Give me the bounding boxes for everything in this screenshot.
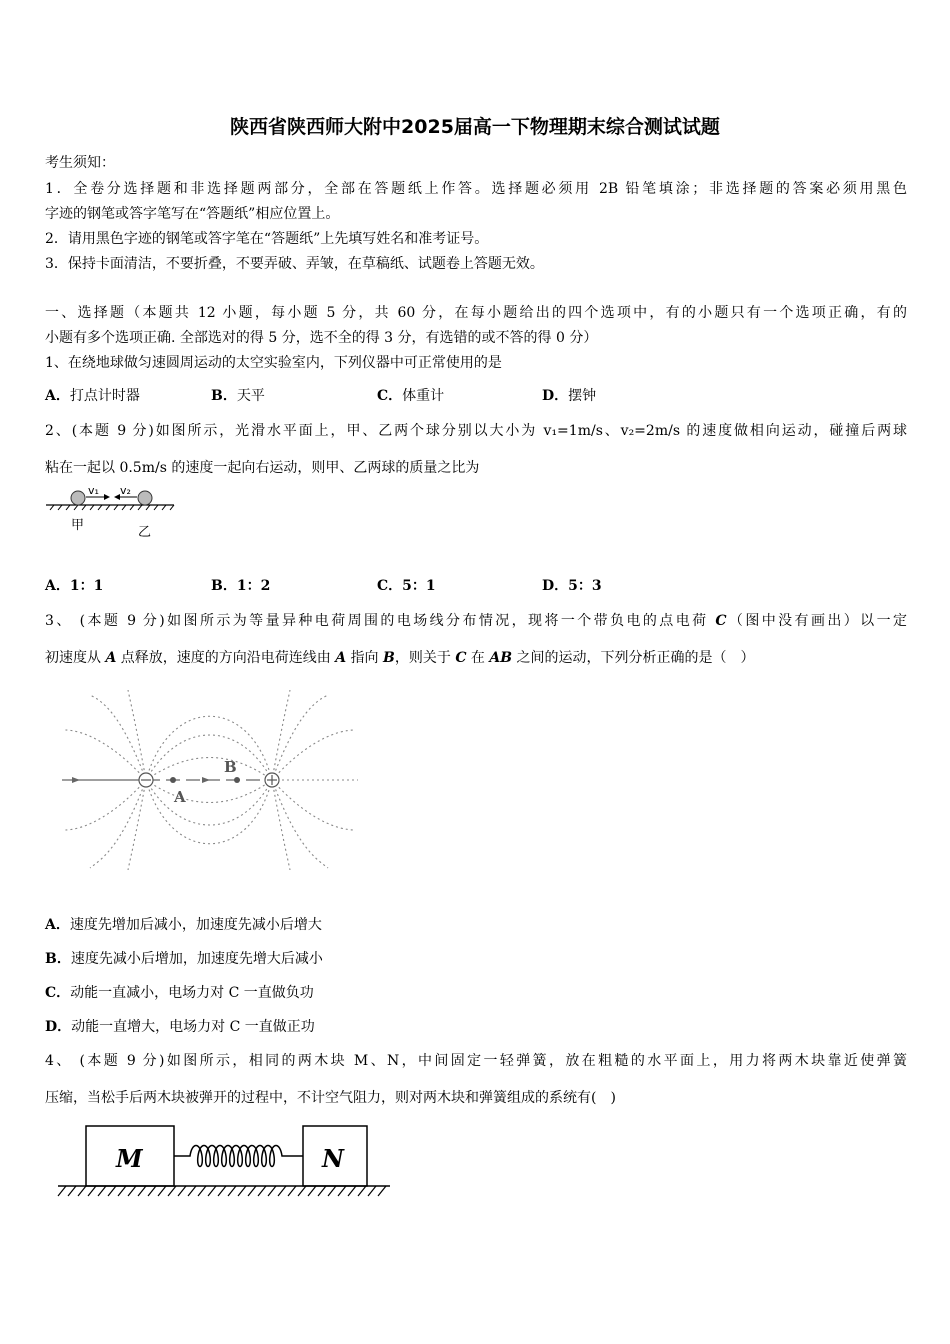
- q1-option-c: [377, 385, 444, 405]
- ball-yi-label: 乙: [138, 525, 152, 540]
- option-label: C．: [377, 578, 403, 594]
- section-heading-line1: 一、选择题（本题共 12 小题，每小题 5 分，共 60 分，在每小题给出的四个选项中，有的小题只有一个选项正确，有的: [45, 305, 907, 321]
- q3-option-c: [45, 982, 314, 1002]
- option-label: B．: [211, 388, 237, 404]
- page-title: 陕西省陕西师大附中2025届高一下物理期末综合测试试题: [230, 116, 720, 138]
- q2-stem-line2: 粘在一起以 0.5m/s 的速度一起向右运动，则甲、乙两球的质量之比为: [45, 460, 480, 476]
- point-b-label: B: [224, 758, 237, 776]
- option-text: 1：1: [69, 578, 104, 594]
- option-label: C．: [45, 985, 71, 1001]
- q3-option-d: [45, 1016, 315, 1036]
- notice-heading: 考生须知：: [45, 155, 115, 171]
- block-n-label: N: [322, 1144, 344, 1173]
- q3-stem-line2: 初速度从 A 点释放，速度的方向沿电荷连线由 A 指向 B，则关于 C 在 AB 之间的运动，下列分析正确的是（ ）: [45, 650, 755, 666]
- q3-option-b: [45, 948, 323, 968]
- option-label: B．: [45, 951, 71, 967]
- notice-item-1b: 字迹的钢笔或答字笔写在“答题纸”相应位置上。: [45, 206, 340, 222]
- option-text: 5：3: [568, 578, 602, 594]
- option-label: D．: [542, 578, 569, 594]
- point-a-label: A: [174, 788, 186, 806]
- notice-item-3: 3．保持卡面清洁，不要折叠，不要弄破、弄皱，在草稿纸、试题卷上答题无效。: [45, 256, 544, 272]
- q2-collision-figure: [44, 482, 179, 544]
- option-text: 速度先增加后减小，加速度先减小后增大: [69, 917, 322, 933]
- option-text: 5：1: [402, 578, 436, 594]
- q2-option-d: [542, 575, 602, 595]
- option-text: 打点计时器: [69, 388, 140, 404]
- option-text: 动能一直增大，电场力对 C 一直做正功: [71, 1019, 315, 1035]
- option-text: 动能一直减小，电场力对 C 一直做负功: [70, 985, 314, 1001]
- option-text: 1：2: [236, 578, 271, 594]
- v2-label: v₂: [120, 484, 131, 497]
- option-text: 摆钟: [568, 388, 597, 404]
- option-label: C．: [377, 388, 403, 404]
- option-text: 速度先减小后增加，加速度先增大后减小: [70, 951, 323, 967]
- option-label: D．: [45, 1019, 72, 1035]
- q4-stem-line2: 压缩，当松手后两木块被弹开的过程中，不计空气阻力，则对两木块和弹簧组成的系统有( ): [45, 1090, 616, 1106]
- q3-stem-line1: 3、 (本题 9 分)如图所示为等量异种电荷周围的电场线分布情况，现将一个带负电的点电荷 C（图中没有画出）以一定: [45, 613, 907, 629]
- section-heading-line2: 小题有多个选项正确. 全部选对的得 5 分，选不全的得 3 分，有选错的或不答的得 0 分）: [45, 330, 598, 346]
- notice-item-2: 2．请用黑色字迹的钢笔或答字笔在“答题纸”上先填写姓名和准考证号。: [45, 231, 489, 247]
- option-label: B．: [211, 578, 237, 594]
- q1-stem: 1、在绕地球做匀速圆周运动的太空实验室内，下列仪器中可正常使用的是: [45, 355, 502, 371]
- option-label: A．: [45, 917, 70, 933]
- q1-option-a: [45, 385, 140, 405]
- v1-label: v₁: [88, 484, 99, 497]
- option-text: 体重计: [402, 388, 445, 404]
- q1-option-d: [542, 385, 596, 405]
- q2-option-b: [211, 575, 270, 595]
- q2-stem-line1: 2、(本题 9 分)如图所示，光滑水平面上，甲、乙两个球分别以大小为 v₁=1m/s、v₂=2m/s 的速度做相向运动，碰撞后两球: [45, 423, 907, 439]
- block-m-label: M: [116, 1144, 143, 1173]
- q3-option-a: [45, 914, 322, 934]
- q4-stem-line1: 4、 (本题 9 分)如图所示，相同的两木块 M、N，中间固定一轻弹簧，放在粗糙的水平面上，用力将两木块靠近使弹簧: [45, 1053, 907, 1069]
- q2-option-c: [377, 575, 436, 595]
- option-label: D．: [542, 388, 569, 404]
- q4-spring-figure: [56, 1122, 392, 1202]
- q1-option-b: [211, 385, 265, 405]
- q2-option-a: [45, 575, 103, 595]
- notice-item-1a: 1．全卷分选择题和非选择题两部分，全部在答题纸上作答。选择题必须用 2B 铅笔填涂；非选择题的答案必须用黑色: [45, 181, 907, 197]
- option-text: 天平: [236, 388, 265, 404]
- option-label: A．: [45, 578, 70, 594]
- ball-jia-label: 甲: [71, 518, 85, 533]
- q3-field-line-figure: [60, 690, 360, 870]
- option-label: A．: [45, 388, 70, 404]
